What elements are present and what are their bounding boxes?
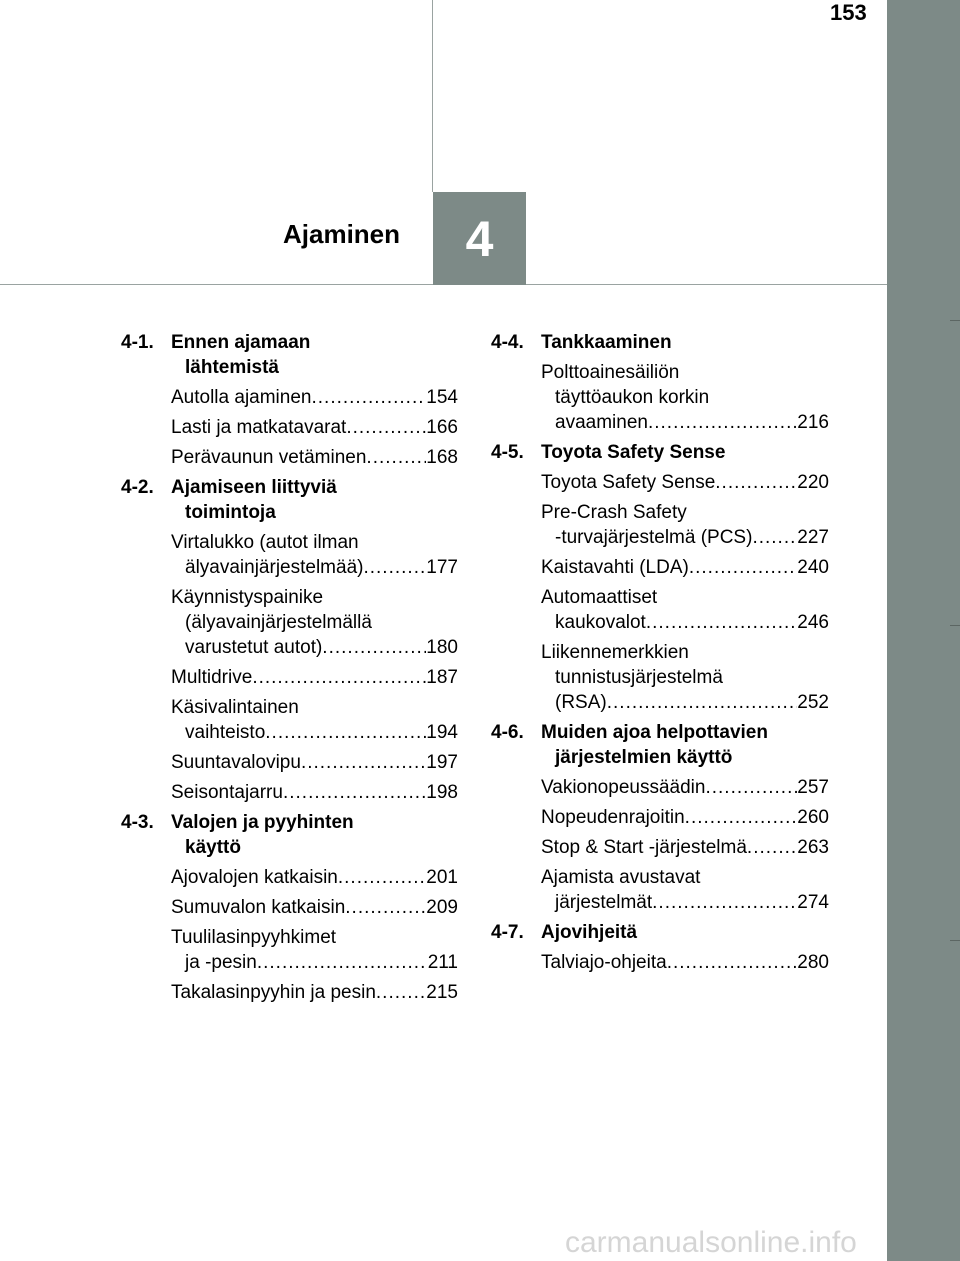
section-title (171, 475, 458, 525)
section-title (541, 720, 829, 770)
entry-last-line (171, 750, 458, 775)
leader-dots (752, 525, 797, 550)
entry-page-number: 215 (426, 982, 458, 1003)
chapter-side-tab (887, 0, 960, 1261)
toc-entry (171, 780, 458, 805)
leader-dots (648, 410, 797, 435)
entry-page-number: 201 (426, 867, 458, 888)
section-title (171, 810, 458, 860)
entry-page-number: 220 (797, 472, 829, 493)
section-title-line: toimintoja (185, 502, 276, 523)
entry-text-line: Ajovalojen katkaisin (171, 867, 338, 888)
leader-dots (252, 665, 426, 690)
section-heading (121, 475, 458, 525)
entry-text-line: Polttoainesäiliön (541, 362, 680, 383)
section-title-line: Muiden ajoa helpottavien (541, 722, 768, 743)
section-title (541, 330, 829, 355)
entry-last-line (171, 980, 458, 1005)
section-title-line: Tankkaaminen (541, 332, 672, 353)
entry-page-number: 209 (426, 897, 458, 918)
leader-dots (747, 835, 797, 860)
toc-entry (171, 385, 458, 410)
toc-entry (541, 835, 829, 860)
section-number: 4-5. (491, 442, 524, 463)
entry-text-line: Sumuvalon katkaisin (171, 897, 346, 918)
toc-entry (541, 585, 829, 635)
entry-page-number: 177 (426, 557, 458, 578)
entry-last-line (541, 470, 829, 495)
toc-section (121, 810, 458, 1005)
toc-entry (171, 665, 458, 690)
entry-page-number: 187 (426, 667, 458, 688)
entry-last-line (541, 525, 829, 550)
toc-entry (541, 950, 829, 975)
entry-page-number: 180 (426, 637, 458, 658)
entry-text-line: -turvajärjestelmä (PCS) (555, 527, 753, 548)
leader-dots (366, 445, 426, 470)
entry-page-number: 154 (426, 387, 458, 408)
entry-text-line: Liikennemerkkien (541, 642, 689, 663)
chapter-title: Ajaminen (283, 219, 401, 249)
section-number: 4-7. (491, 922, 524, 943)
entry-last-line (171, 665, 458, 690)
page-number: 153 (830, 0, 867, 25)
leader-dots (689, 555, 797, 580)
toc-entry (171, 980, 458, 1005)
entry-last-line (171, 415, 458, 440)
entry-page-number: 227 (797, 527, 829, 548)
entry-page-number: 252 (797, 692, 829, 713)
entry-page-number: 216 (797, 412, 829, 433)
entry-text-line: Pre-Crash Safety (541, 502, 687, 523)
toc-entry (171, 415, 458, 440)
entry-text-line: (älyavainjärjestelmällä (185, 612, 372, 633)
entry-last-line (541, 775, 829, 800)
toc-section (491, 330, 829, 435)
leader-dots (283, 780, 426, 805)
toc-section (121, 475, 458, 805)
entry-page-number: 274 (797, 892, 829, 913)
toc-entry (541, 470, 829, 495)
toc-entry (171, 585, 458, 660)
entry-text-line: täyttöaukon korkin (555, 387, 710, 408)
entry-last-line (171, 895, 458, 920)
section-heading (491, 720, 829, 770)
section-number: 4-6. (491, 722, 524, 743)
entry-last-line (171, 780, 458, 805)
toc-entry (541, 865, 829, 915)
section-heading (491, 330, 829, 355)
entry-last-line (541, 950, 829, 975)
toc-entry (541, 500, 829, 550)
entry-text-line: Suuntavalovipu (171, 752, 301, 773)
entry-text-line: Stop & Start -järjestelmä (541, 837, 747, 858)
toc-right-column (491, 330, 829, 980)
entry-text-line: Autolla ajaminen (171, 387, 312, 408)
section-number: 4-4. (491, 332, 524, 353)
section-title (541, 920, 829, 945)
section-title-line: käyttö (185, 837, 241, 858)
toc-section (491, 440, 829, 715)
section-number: 4-1. (121, 332, 154, 353)
entry-text-line: Käynnistyspainike (171, 587, 324, 608)
side-tick-mark (950, 320, 960, 321)
entry-last-line (541, 805, 829, 830)
toc-entry (171, 865, 458, 890)
entry-page-number: 260 (797, 807, 829, 828)
section-heading (491, 920, 829, 945)
entry-page-number: 194 (426, 722, 458, 743)
section-title (541, 440, 829, 465)
entry-text-line: Virtalukko (autot ilman (171, 532, 359, 553)
leader-dots (311, 385, 426, 410)
leader-dots (715, 470, 797, 495)
entry-text-line: Ajamista avustavat (541, 867, 701, 888)
entry-text-line: Tuulilasinpyyhkimet (171, 927, 337, 948)
entry-text-line: vaihteisto (185, 722, 266, 743)
entry-text-line: avaaminen (555, 412, 648, 433)
leader-dots (338, 865, 426, 890)
section-title-line: lähtemistä (185, 357, 279, 378)
entry-text-line: Lasti ja matkatavarat (171, 417, 347, 438)
toc-left-column (121, 330, 458, 1010)
entry-text-line: Talviajo-ohjeita (541, 952, 667, 973)
entry-last-line (171, 865, 458, 890)
entry-text-line: Perävaunun vetäminen (171, 447, 367, 468)
toc-entry (171, 895, 458, 920)
entry-page-number: 197 (426, 752, 458, 773)
entry-last-line (541, 410, 829, 435)
leader-dots (346, 415, 426, 440)
section-title-line: Ennen ajamaan (171, 332, 311, 353)
entry-text-line: Kaistavahti (LDA) (541, 557, 689, 578)
entry-text-line: kaukovalot (555, 612, 646, 633)
toc-entry (541, 555, 829, 580)
entry-page-number: 240 (797, 557, 829, 578)
side-tick-mark (950, 625, 960, 626)
leader-dots (376, 980, 426, 1005)
section-number: 4-3. (121, 812, 154, 833)
toc-entry (171, 530, 458, 580)
entry-last-line (171, 555, 458, 580)
toc-section (491, 920, 829, 975)
entry-text-line: Nopeudenrajoitin (541, 807, 685, 828)
section-title-line: järjestelmien käyttö (555, 747, 733, 768)
entry-text-line: Käsivalintainen (171, 697, 299, 718)
leader-dots (685, 805, 798, 830)
section-title-line: Ajamiseen liittyviä (171, 477, 337, 498)
leader-dots (345, 895, 426, 920)
entry-page-number: 257 (797, 777, 829, 798)
section-number: 4-2. (121, 477, 154, 498)
side-tick-mark (950, 940, 960, 941)
section-title-line: Valojen ja pyyhinten (171, 812, 354, 833)
watermark: carmanualsonline.info (565, 1226, 857, 1259)
entry-last-line (541, 555, 829, 580)
chapter-number-box: 4 (433, 192, 526, 285)
entry-page-number: 280 (797, 952, 829, 973)
entry-last-line (541, 835, 829, 860)
entry-last-line (171, 635, 458, 660)
section-heading (491, 440, 829, 465)
entry-last-line (171, 950, 458, 975)
toc-entry (541, 805, 829, 830)
section-title-line: Toyota Safety Sense (541, 442, 726, 463)
toc-section (491, 720, 829, 915)
entry-text-line: (RSA) (555, 692, 607, 713)
section-title-line: Ajovihjeitä (541, 922, 638, 943)
entry-text-line: Toyota Safety Sense (541, 472, 716, 493)
leader-dots (607, 690, 798, 715)
entry-last-line (171, 385, 458, 410)
entry-text-line: Multidrive (171, 667, 253, 688)
toc-entry (171, 445, 458, 470)
leader-dots (363, 555, 426, 580)
entry-page-number: 198 (426, 782, 458, 803)
leader-dots (322, 635, 426, 660)
entry-page-number: 263 (797, 837, 829, 858)
leader-dots (652, 890, 797, 915)
leader-dots (301, 750, 426, 775)
entry-page-number: 168 (426, 447, 458, 468)
toc-entry (541, 360, 829, 435)
leader-dots (705, 775, 797, 800)
entry-text-line: Takalasinpyyhin ja pesin (171, 982, 376, 1003)
entry-page-number: 166 (426, 417, 458, 438)
entry-text-line: älyavainjärjestelmää) (185, 557, 364, 578)
toc-entry (541, 775, 829, 800)
entry-last-line (171, 445, 458, 470)
toc-entry (171, 750, 458, 775)
toc-entry (171, 925, 458, 975)
entry-text-line: Vakionopeussäädin (541, 777, 706, 798)
entry-page-number: 246 (797, 612, 829, 633)
entry-last-line (541, 890, 829, 915)
leader-dots (646, 610, 797, 635)
entry-text-line: Automaattiset (541, 587, 658, 608)
entry-text-line: järjestelmät (555, 892, 653, 913)
entry-page-number: 211 (427, 952, 458, 973)
section-heading (121, 330, 458, 380)
section-title (171, 330, 458, 380)
toc-entry (541, 640, 829, 715)
leader-dots (265, 720, 426, 745)
entry-text-line: ja -pesin (185, 952, 257, 973)
entry-last-line (541, 610, 829, 635)
header-divider-vertical (432, 0, 433, 192)
entry-last-line (171, 720, 458, 745)
entry-last-line (541, 690, 829, 715)
entry-text-line: Seisontajarru (171, 782, 283, 803)
leader-dots (667, 950, 798, 975)
section-heading (121, 810, 458, 860)
toc-section (121, 330, 458, 470)
entry-text-line: varustetut autot) (185, 637, 323, 658)
entry-text-line: tunnistusjärjestelmä (555, 667, 723, 688)
leader-dots (257, 950, 428, 975)
toc-entry (171, 695, 458, 745)
